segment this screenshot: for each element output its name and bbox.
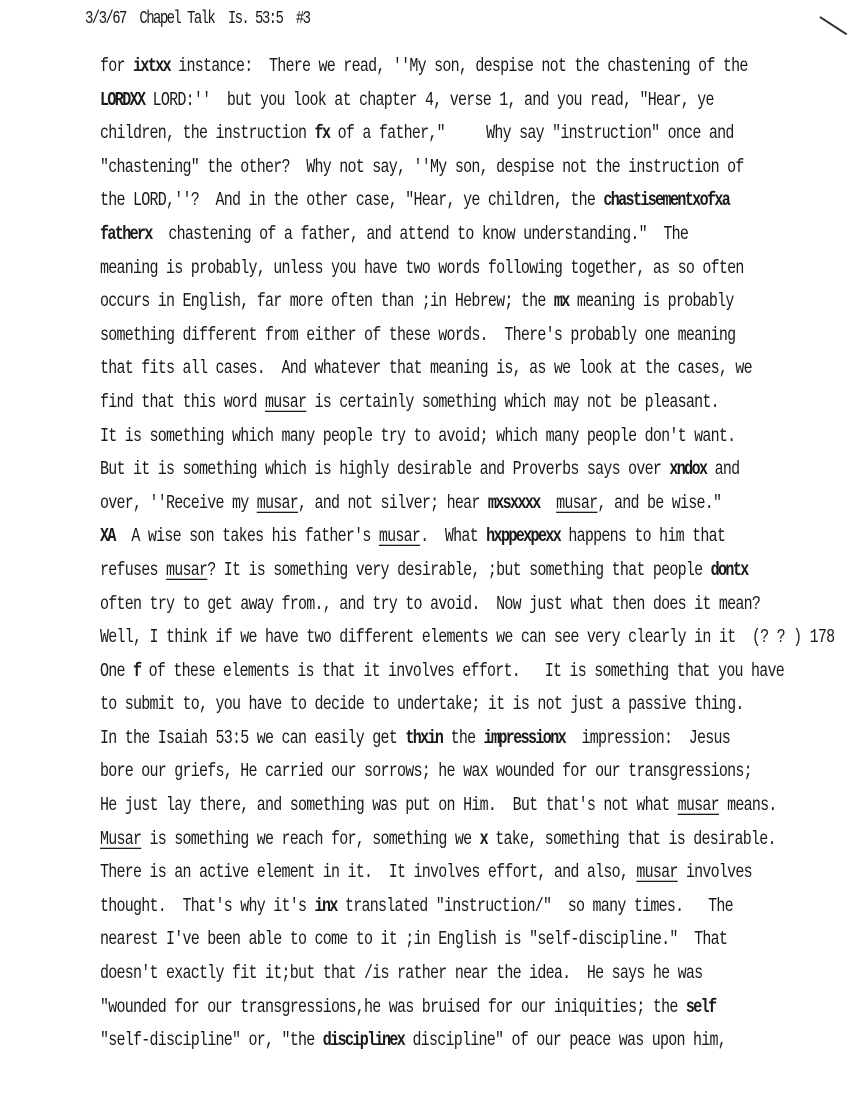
text-run: translated "instruction/" so many times. The [336,895,733,918]
text-run: something different from either of these words. There's probably one meaning [100,323,736,347]
text-run: and [706,458,740,481]
document-body [100,50,834,1058]
text-run: is certainly something which may not be pleasant. [306,391,719,414]
text-run: bore our griefs, He carried our sorrows; he wax wounded for our transgressions; [100,760,752,783]
text-run: He just lay there, and something was put on Him. But that's not what [100,794,678,817]
text-run: the [442,727,484,750]
text-run: doesn't exactly fit it;but that /is rather near the idea. He says he was [100,962,703,985]
struck-text: disciplinex [322,1029,405,1052]
struck-text: mx [553,290,569,313]
text-run: "self-discipline" or, "the [100,1029,323,1052]
text-run: There is an active element in it. It involves effort, and also, [100,861,637,884]
text-run: occurs in English, far more often than ;in Hebrew; the [100,290,554,313]
text-run: , and be wise." [597,491,722,515]
struck-text: impressionx [483,727,566,750]
text-run: But it is something which is highly desirable and Proverbs says over [100,458,670,481]
text-run: "chastening" the other? Why not say, ''My son, despise not the instruction of [100,155,744,179]
struck-text: thxin [405,727,443,750]
pen-mark [820,16,848,35]
struck-text: chastisementxofxa [603,189,730,212]
text-run: involves [677,861,752,884]
text-run: meaning is probably [568,290,734,313]
text-run: chastening of a father, and attend to know understanding." The [151,223,689,246]
underlined-word: musar [256,491,299,515]
struck-text: XA [100,525,115,548]
underlined-word: musar [166,559,208,582]
text-run: nearest I've been able to come to it ;in English is "self-discipline." That [100,928,728,951]
text-run: for [100,55,134,78]
text-run: happens to him that [560,525,726,548]
text-run: ? It is something very desirable, ;but something that people [207,559,711,582]
text-run: to submit to, you have to decide to undertake; it is not just a passive thing. [100,693,744,716]
text-run: of a father," Why say "instruction" once and [329,122,734,145]
struck-text: xndox [669,458,707,481]
text-run: A wise son takes his father's [114,525,379,548]
struck-text: inx [314,895,337,918]
struck-text: fatherx [100,223,152,246]
text-run: that fits all cases. And whatever that meaning is, as we look at the cases, we [100,357,752,380]
underlined-word: musar [636,861,678,884]
text-run [540,492,557,514]
text-run: take, something that is desirable. [486,827,776,850]
underlined-word: musar [556,491,598,515]
struck-text: x [479,827,487,850]
text-line [100,1024,834,1068]
text-run: over, ''Receive my [100,491,257,515]
underlined-word: Musar [100,827,142,850]
struck-text: ixtxx [133,55,171,78]
document-header: 3/3/67 Chapel Talk Is. 53:5 #3 [85,8,310,30]
struck-text: mxsxxxx [487,491,540,515]
underlined-word: musar [265,391,307,414]
struck-text: f [133,659,141,682]
text-run: instance: There we read, ''My son, despise not the chastening of the [170,55,748,78]
text-run: means. [718,794,777,817]
text-run: In the Isaiah 53:5 we can easily get [100,727,406,750]
text-run: Well, I think if we have two different elements we can see very clearly in it (? ? ) 178 [100,626,835,649]
text-run: impression: Jesus [565,727,731,750]
text-run: is something we reach for, something we [141,827,480,850]
text-run: children, the instruction [100,122,315,145]
underlined-word: musar [378,525,421,548]
struck-text: LORDXX [100,88,145,111]
text-run: thought. That's why it's [100,895,315,918]
text-run: meaning is probably, unless you have two words following together, as so often [100,256,744,279]
text-run: It is something which many people try to avoid; which many people don't want. [100,424,736,447]
struck-text: dontx [710,559,748,582]
text-run: discipline" of our peace was upon him, [404,1029,727,1052]
text-run: . What [420,525,487,548]
text-run: often try to get away from., and try to avoid. Now just what then does it mean? [100,592,761,615]
struck-text: self [685,995,716,1018]
text-run: of these elements is that it involves effort. It is something that you have [140,659,785,682]
text-run: One [100,659,134,682]
text-run: the LORD,''? And in the other case, "Hear, ye children, the [100,189,604,212]
text-run: LORD:'' but you look at chapter 4, verse 1, and you read, "Hear, ye [144,88,714,111]
text-run: refuses [100,559,167,582]
underlined-word: musar [677,794,719,817]
text-run: "wounded for our transgressions,he was bruised for our iniquities; the [100,995,686,1018]
struck-text: hxppexpexx [486,525,561,548]
text-run: , and not silver; hear [298,491,488,515]
text-run: find that this word [100,391,266,414]
struck-text: fx [314,122,330,145]
